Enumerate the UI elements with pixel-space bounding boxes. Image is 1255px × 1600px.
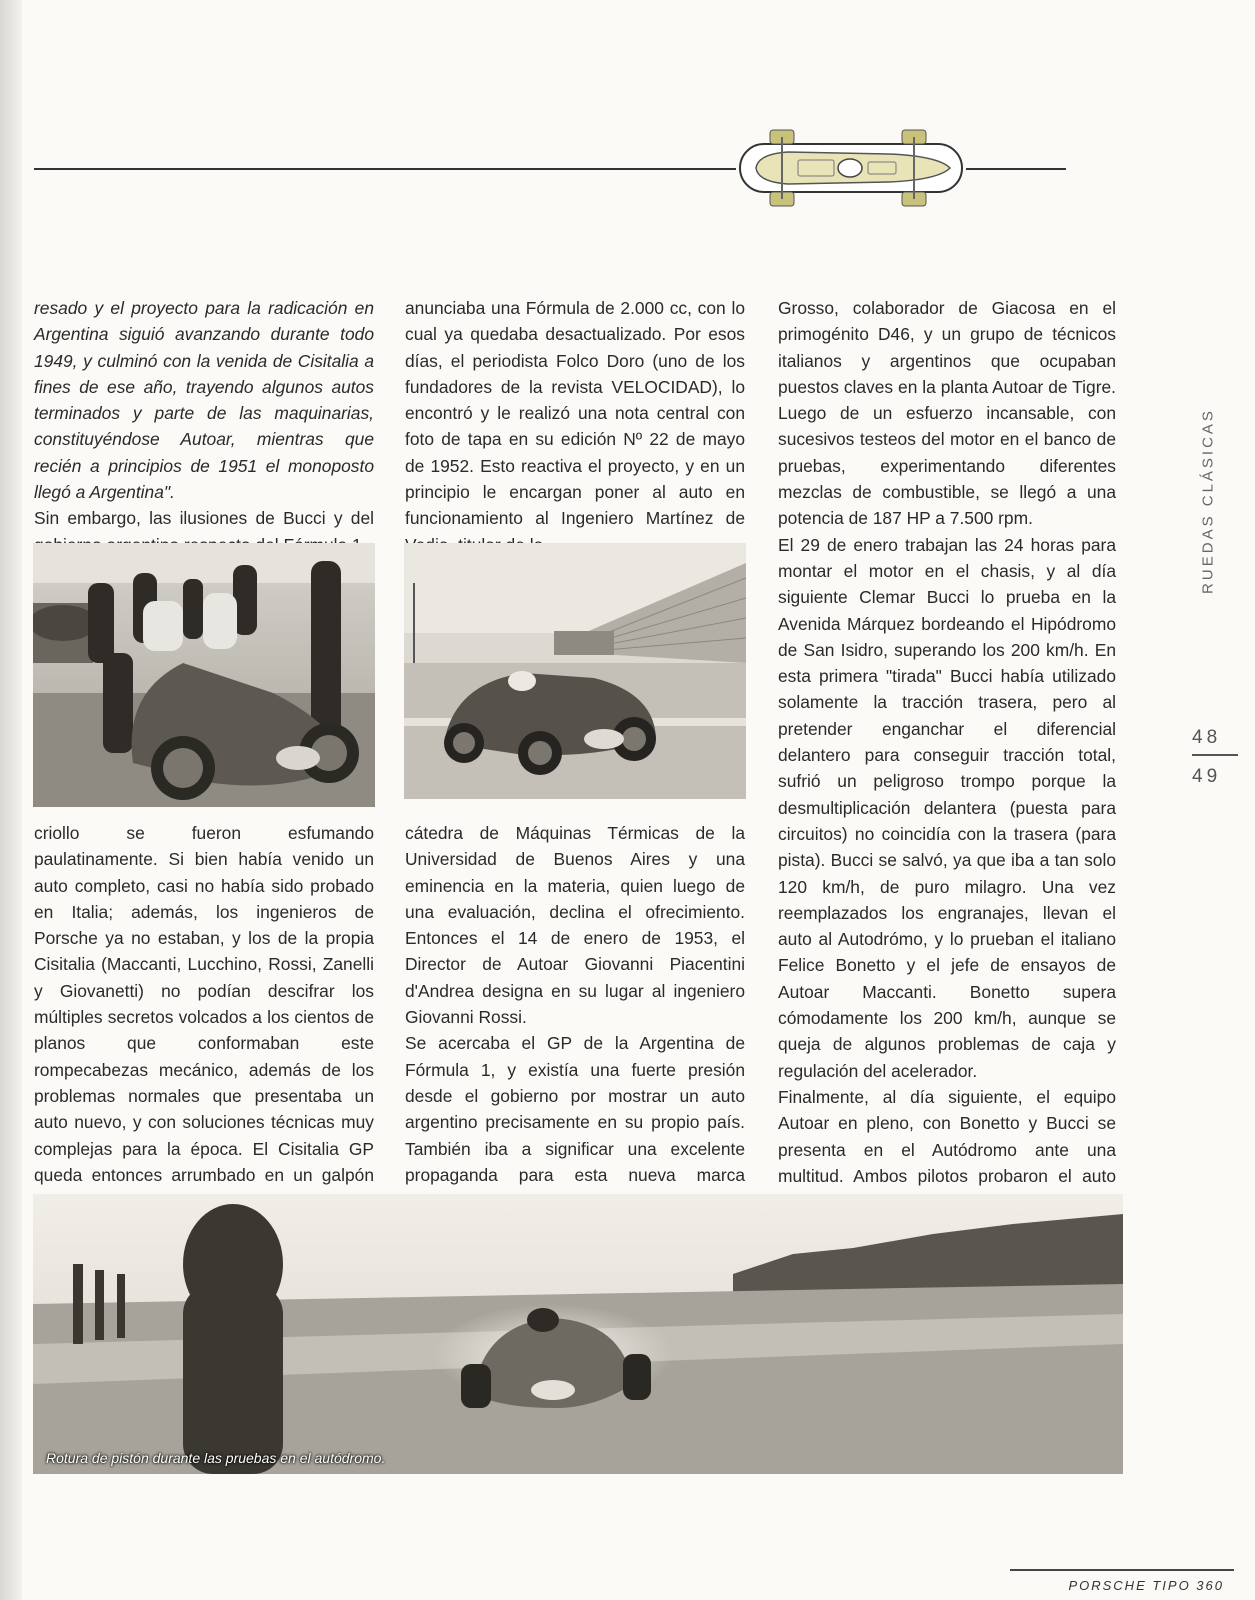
- column-3-p3: Finalmente, al día siguiente, el equipo Autoar en pleno, con Bonetto y Bucci se presenta en el Autódromo ante una multitud. Ambos pilotos probaron el auto: [778, 1086, 1116, 1186]
- footer-title: PORSCHE TIPO 360: [1068, 1578, 1224, 1593]
- column-1-top: [34, 295, 374, 558]
- header-rule-left: [34, 168, 736, 170]
- column-2-bottom-p2: Se acercaba el GP de la Argentina de Fórmula 1, y existía una fuerte presión desde el gobierno por mostrar un auto argentino precisamente en su propio país. También iba a significar una excelente propaganda para esta nueva marca: [405, 1033, 745, 1185]
- page-number-left: 48: [1192, 727, 1222, 748]
- photo-mechanics-around-car: [33, 543, 375, 807]
- column-2-top: [405, 295, 745, 558]
- section-side-label: [1196, 306, 1220, 696]
- side-label-text: RUEDAS CLÁSICAS: [1199, 408, 1217, 594]
- column-1-bottom: [34, 820, 374, 1241]
- race-car-topview-icon: [738, 126, 964, 210]
- header-rule-right: [966, 168, 1066, 170]
- photo-caption: Rotura de pistón durante las pruebas en el autódromo.: [46, 1450, 386, 1466]
- column-1-text: Sin embargo, las ilusiones de Bucci y del: [34, 508, 374, 529]
- column-2-top-text: anunciaba una Fórmula de 2.000 cc, con lo cual ya quedaba desactualizado. Por esos días, el periodista Folco Doro (uno de los fundadores de la revista VELOCIDAD), lo encontró y le realizó una nota central con foto de tapa en su edición Nº 22 de mayo de 1952. Esto reactiva el proyecto, y en un principio le encargan poner al auto en funcionamiento al Ingeniero Martínez de: [405, 298, 745, 529]
- column-1-quote: resado y el proyecto para la radicación en Argentina siguió avanzando durante todo 1949, y culminó con la venida de Cisitalia a fines de ese año, trayendo algunos autos terminados y parte de las maquinarias, constituyéndose Autoar, mientras que recién a principios de 1951 el monoposto llegó a Argentina".: [34, 298, 374, 503]
- column-2-bottom: [405, 820, 745, 1241]
- photo-car-on-track: [404, 543, 746, 799]
- footer-rule: [1010, 1569, 1234, 1571]
- column-1-bottom-text: criollo se fueron esfumando paulatinamente. Si bien había venido un auto completo, casi no había sido probado en Italia; además, los ingenieros de Porsche ya no estaban, y los de la propia Cisitalia (Maccanti, Lucchino, Rossi, Zanelli y Giovanetti) no podían descifrar los múltiples secretos volcados a los cientos de planos que conformaban este rompecabezas mecánico, además de los problemas normales que presentaba un auto nuevo, y con soluciones técnicas muy complejas para la época. El Cisitalia GP queda entonces arrumbado en un galpón: [34, 823, 374, 1185]
- column-3-p1: Grosso, colaborador de Giacosa en el primogénito D46, y un grupo de técnicos italianos y argentinos que ocupaban puestos claves en la planta Autoar de Tigre. Luego de un esfuerzo incansable, con sucesivos testeos del motor en el banco de pruebas, experimentando diferentes mezclas de combustible, se llegó a una potencia de 187 HP a 7.500 rpm.: [778, 298, 1116, 529]
- page-number-rule: [1192, 754, 1238, 756]
- column-3: [778, 295, 1116, 1294]
- page-number-right: 49: [1192, 766, 1222, 787]
- column-3-p2: El 29 de enero trabajan las 24 horas para montar el motor en el chasis, y al día siguiente Clemar Bucci lo prueba en la Avenida Márquez bordeando el Hipódromo de San Isidro, superando los 200 km/h. En esta primera "tirada" Bucci había utilizado solamente la tracción trasera, pero al pretender enganchar el diferencial delantero para conseguir tracción total, sufrió un peligroso trompo porque la desmultiplicación delantera (puesta para circuitos) no coincidía con la trasera (para pista). Bucci se salvó, ya que iba a tan solo 120 km/h, de puro milagro. Una vez reemplazados los engranajes, llevan el auto al Autodrómo, y lo prueban el italiano Felice Bonetto y el jefe de ensayos de Autoar Maccanti. Bonetto supera cómodamente los 200 km/h, aunque se queja de algunos problemas de caja y regulación del acelerador.: [778, 534, 1116, 1081]
- photo-piston-failure-test: [33, 1194, 1123, 1474]
- column-2-bottom-p1: cátedra de Máquinas Térmicas de la Universidad de Buenos Aires y una eminencia en la materia, quien luego de una evaluación, declina el ofrecimiento. Entonces el 14 de enero de 1953, el Director de Autoar Giovanni Piacentini d'Andrea designa en su lugar al ingeniero Giovanni Rossi.: [405, 823, 745, 1028]
- page-spine-shadow: [0, 0, 22, 1600]
